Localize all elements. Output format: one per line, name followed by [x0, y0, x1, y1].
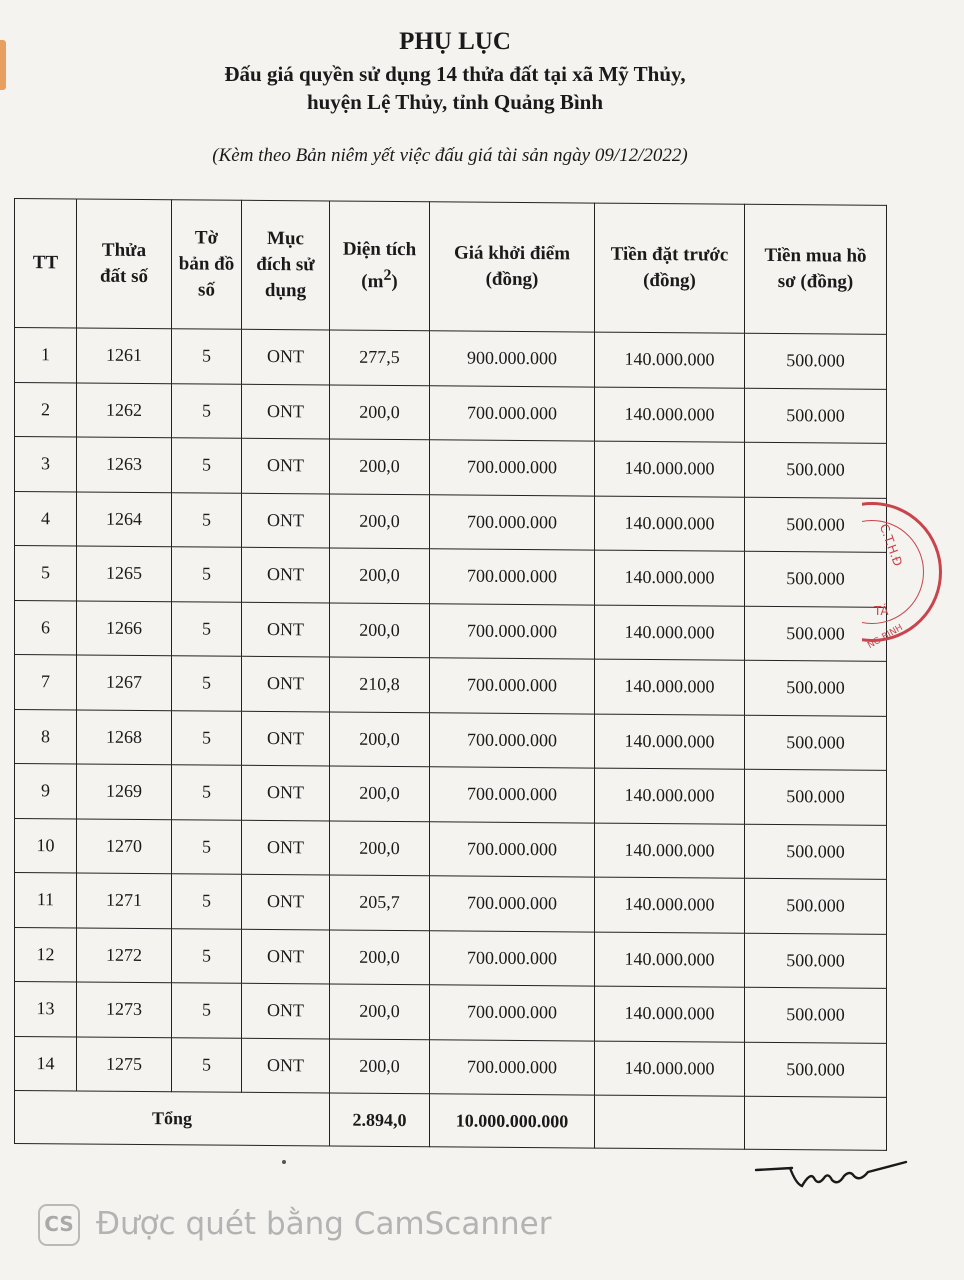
table-header-row — [15, 199, 887, 335]
table-row — [15, 328, 887, 389]
cell-muc-dich: ONT — [242, 765, 330, 820]
cell-gia-khoi-diem: 700.000.000 — [430, 603, 595, 659]
cell-dien-tich: 200,0 — [330, 493, 430, 548]
cell-thua-dat: 1265 — [77, 546, 172, 601]
cell-thua-dat: 1263 — [77, 437, 172, 492]
cell-dien-tich: 200,0 — [330, 929, 430, 984]
cell-tien-dat-truoc: 140.000.000 — [595, 877, 745, 933]
camscanner-logo-icon: CS — [38, 1204, 80, 1246]
cell-to-ban-do: 5 — [172, 656, 242, 711]
stamp-text-top: C.T.H.Đ — [876, 522, 905, 568]
cell-dien-tich: 277,5 — [330, 330, 430, 385]
cell-thua-dat: 1261 — [77, 328, 172, 383]
cell-gia-khoi-diem: 700.000.000 — [430, 985, 595, 1041]
cell-dien-tich: 200,0 — [330, 711, 430, 766]
cell-tt: 10 — [15, 818, 77, 873]
cell-gia-khoi-diem: 700.000.000 — [430, 821, 595, 877]
total-empty-cell — [745, 1096, 887, 1150]
page-title: PHỤ LỤC — [399, 28, 511, 55]
cell-tien-dat-truoc: 140.000.000 — [595, 714, 745, 770]
cell-tien-dat-truoc: 140.000.000 — [595, 1041, 745, 1097]
cell-dien-tich: 200,0 — [330, 548, 430, 603]
cell-tien-dat-truoc: 140.000.000 — [595, 659, 745, 715]
cell-muc-dich: ONT — [242, 438, 330, 493]
cell-muc-dich: ONT — [242, 656, 330, 711]
cell-tien-mua-ho-so: 500.000 — [745, 933, 887, 989]
cell-tien-mua-ho-so: 500.000 — [745, 442, 887, 498]
table-row — [15, 546, 887, 607]
cell-tt: 3 — [15, 437, 77, 492]
table-row — [15, 1036, 887, 1097]
total-label: Tổng — [15, 1091, 330, 1146]
header-tt: TT — [15, 199, 77, 328]
cell-tien-mua-ho-so: 500.000 — [745, 660, 887, 716]
cell-thua-dat: 1267 — [77, 655, 172, 710]
cell-tien-mua-ho-so: 500.000 — [745, 497, 887, 553]
cell-tt: 4 — [15, 491, 77, 546]
red-seal-stamp — [862, 492, 946, 662]
cell-tt: 2 — [15, 382, 77, 437]
cell-to-ban-do: 5 — [172, 710, 242, 765]
header-tien-mua-ho-so: Tiền mua hồ sơ (đồng) — [745, 204, 887, 334]
cell-thua-dat: 1275 — [77, 1036, 172, 1091]
cell-tt: 5 — [15, 546, 77, 601]
cell-gia-khoi-diem: 700.000.000 — [430, 658, 595, 714]
cell-dien-tich: 200,0 — [330, 984, 430, 1039]
cell-gia-khoi-diem: 700.000.000 — [430, 930, 595, 986]
header-to-ban-do: Tờ bản đồ số — [172, 200, 242, 330]
cell-tien-mua-ho-so: 500.000 — [745, 878, 887, 934]
cell-to-ban-do: 5 — [172, 928, 242, 983]
cell-muc-dich: ONT — [242, 820, 330, 875]
table-row — [15, 818, 887, 879]
table-row — [15, 764, 887, 825]
cell-to-ban-do: 5 — [172, 438, 242, 493]
cell-muc-dich: ONT — [242, 384, 330, 439]
cell-to-ban-do: 5 — [172, 819, 242, 874]
cell-tien-dat-truoc: 140.000.000 — [595, 332, 745, 388]
cell-tien-dat-truoc: 140.000.000 — [595, 387, 745, 443]
camscanner-watermark: Được quét bằng CamScanner — [96, 1206, 552, 1242]
cell-muc-dich: ONT — [242, 983, 330, 1038]
cell-muc-dich: ONT — [242, 493, 330, 548]
cell-gia-khoi-diem: 700.000.000 — [430, 712, 595, 768]
cell-tien-mua-ho-so: 500.000 — [745, 715, 887, 771]
cell-tien-dat-truoc: 140.000.000 — [595, 605, 745, 661]
table-row — [15, 927, 887, 988]
cell-tien-dat-truoc: 140.000.000 — [595, 932, 745, 988]
attachment-note: (Kèm theo Bản niêm yết việc đấu giá tài sản ngày 09/12/2022) — [212, 145, 688, 166]
cell-dien-tich: 200,0 — [330, 1038, 430, 1093]
cell-tien-mua-ho-so: 500.000 — [745, 769, 887, 825]
cell-muc-dich: ONT — [242, 1038, 330, 1093]
header-muc-dich: Mục đích sử dụng — [242, 200, 330, 330]
table-row — [15, 873, 887, 934]
cell-tt: 1 — [15, 328, 77, 383]
cell-thua-dat: 1270 — [77, 818, 172, 873]
cell-thua-dat: 1268 — [77, 709, 172, 764]
cell-muc-dich: ONT — [242, 874, 330, 929]
cell-tien-mua-ho-so: 500.000 — [745, 987, 887, 1043]
stamp-text-bottom: NG BÌNH — [866, 622, 905, 652]
cell-gia-khoi-diem: 700.000.000 — [430, 440, 595, 496]
cell-muc-dich: ONT — [242, 547, 330, 602]
table-row — [15, 709, 887, 770]
table-row — [15, 655, 887, 716]
cell-dien-tich: 200,0 — [330, 384, 430, 439]
cell-tien-dat-truoc: 140.000.000 — [595, 986, 745, 1042]
table-row — [15, 982, 887, 1043]
subtitle-line-2: huyện Lệ Thủy, tỉnh Quảng Bình — [306, 90, 604, 114]
header-dien-tich: Diện tích $(m^2)$ — [330, 201, 430, 331]
cell-tien-mua-ho-so: 500.000 — [745, 388, 887, 444]
cell-dien-tich: 200,0 — [330, 602, 430, 657]
cell-to-ban-do: 5 — [172, 1037, 242, 1092]
cell-dien-tich: 200,0 — [330, 439, 430, 494]
cell-to-ban-do: 5 — [172, 765, 242, 820]
header-gia-khoi-diem: Giá khởi điểm (đồng) — [430, 202, 595, 332]
cell-tien-dat-truoc: 140.000.000 — [595, 496, 745, 552]
table-row — [15, 491, 887, 552]
cell-muc-dich: ONT — [242, 602, 330, 657]
cell-gia-khoi-diem: 700.000.000 — [430, 494, 595, 550]
cell-gia-khoi-diem: 700.000.000 — [430, 876, 595, 932]
cell-muc-dich: ONT — [242, 711, 330, 766]
total-row — [15, 1091, 887, 1151]
cell-tien-mua-ho-so: 500.000 — [745, 333, 887, 389]
signature — [752, 1148, 912, 1198]
table-row — [15, 382, 887, 443]
cell-tt: 9 — [15, 764, 77, 819]
cell-thua-dat: 1266 — [77, 600, 172, 655]
cell-dien-tich: 200,0 — [330, 766, 430, 821]
cell-gia-khoi-diem: 700.000.000 — [430, 549, 595, 605]
cell-gia-khoi-diem: 700.000.000 — [430, 1039, 595, 1095]
cell-to-ban-do: 5 — [172, 601, 242, 656]
cell-thua-dat: 1273 — [77, 982, 172, 1037]
subtitle-line-1: Đấu giá quyền sử dụng 14 thửa đất tại xã Mỹ Thủy, — [224, 62, 686, 86]
cell-muc-dich: ONT — [242, 329, 330, 384]
cell-muc-dich: ONT — [242, 929, 330, 984]
cell-dien-tich: 205,7 — [330, 875, 430, 930]
cell-tt: 6 — [15, 600, 77, 655]
total-empty-cell — [595, 1095, 745, 1149]
cell-to-ban-do: 5 — [172, 983, 242, 1038]
table-row — [15, 437, 887, 498]
total-area: 2.894,0 — [330, 1093, 430, 1147]
cell-gia-khoi-diem: 700.000.000 — [430, 385, 595, 441]
cell-tt: 7 — [15, 655, 77, 710]
cell-thua-dat: 1269 — [77, 764, 172, 819]
cell-tien-mua-ho-so: 500.000 — [745, 606, 887, 662]
cell-thua-dat: 1271 — [77, 873, 172, 928]
cell-thua-dat: 1262 — [77, 382, 172, 437]
cell-tien-dat-truoc: 140.000.000 — [595, 441, 745, 497]
cell-gia-khoi-diem: 700.000.000 — [430, 767, 595, 823]
cell-tien-mua-ho-so: 500.000 — [745, 551, 887, 607]
land-auction-table — [14, 198, 887, 1151]
stamp-text-mid: TÁ — [874, 604, 889, 618]
cell-tien-mua-ho-so: 500.000 — [745, 824, 887, 880]
cell-tt: 11 — [15, 873, 77, 928]
cell-to-ban-do: 5 — [172, 329, 242, 384]
cell-tien-dat-truoc: 140.000.000 — [595, 550, 745, 606]
cell-to-ban-do: 5 — [172, 383, 242, 438]
cell-to-ban-do: 5 — [172, 492, 242, 547]
total-price: 10.000.000.000 — [430, 1094, 595, 1148]
header-thua-dat: Thửa đất số — [77, 199, 172, 329]
scan-speck — [282, 1160, 286, 1164]
cell-tt: 14 — [15, 1036, 77, 1091]
cell-to-ban-do: 5 — [172, 547, 242, 602]
cell-to-ban-do: 5 — [172, 874, 242, 929]
table-body — [15, 328, 887, 1098]
cell-dien-tich: 200,0 — [330, 820, 430, 875]
cell-tien-mua-ho-so: 500.000 — [745, 1042, 887, 1098]
cell-thua-dat: 1272 — [77, 927, 172, 982]
header-tien-dat-truoc: Tiền đặt trước (đồng) — [595, 203, 745, 333]
table-row — [15, 600, 887, 661]
cell-tien-dat-truoc: 140.000.000 — [595, 768, 745, 824]
cell-tt: 12 — [15, 927, 77, 982]
cell-tt: 13 — [15, 982, 77, 1037]
cell-gia-khoi-diem: 900.000.000 — [430, 331, 595, 387]
cell-dien-tich: 210,8 — [330, 657, 430, 712]
cell-thua-dat: 1264 — [77, 491, 172, 546]
cell-tien-dat-truoc: 140.000.000 — [595, 823, 745, 879]
cell-tt: 8 — [15, 709, 77, 764]
